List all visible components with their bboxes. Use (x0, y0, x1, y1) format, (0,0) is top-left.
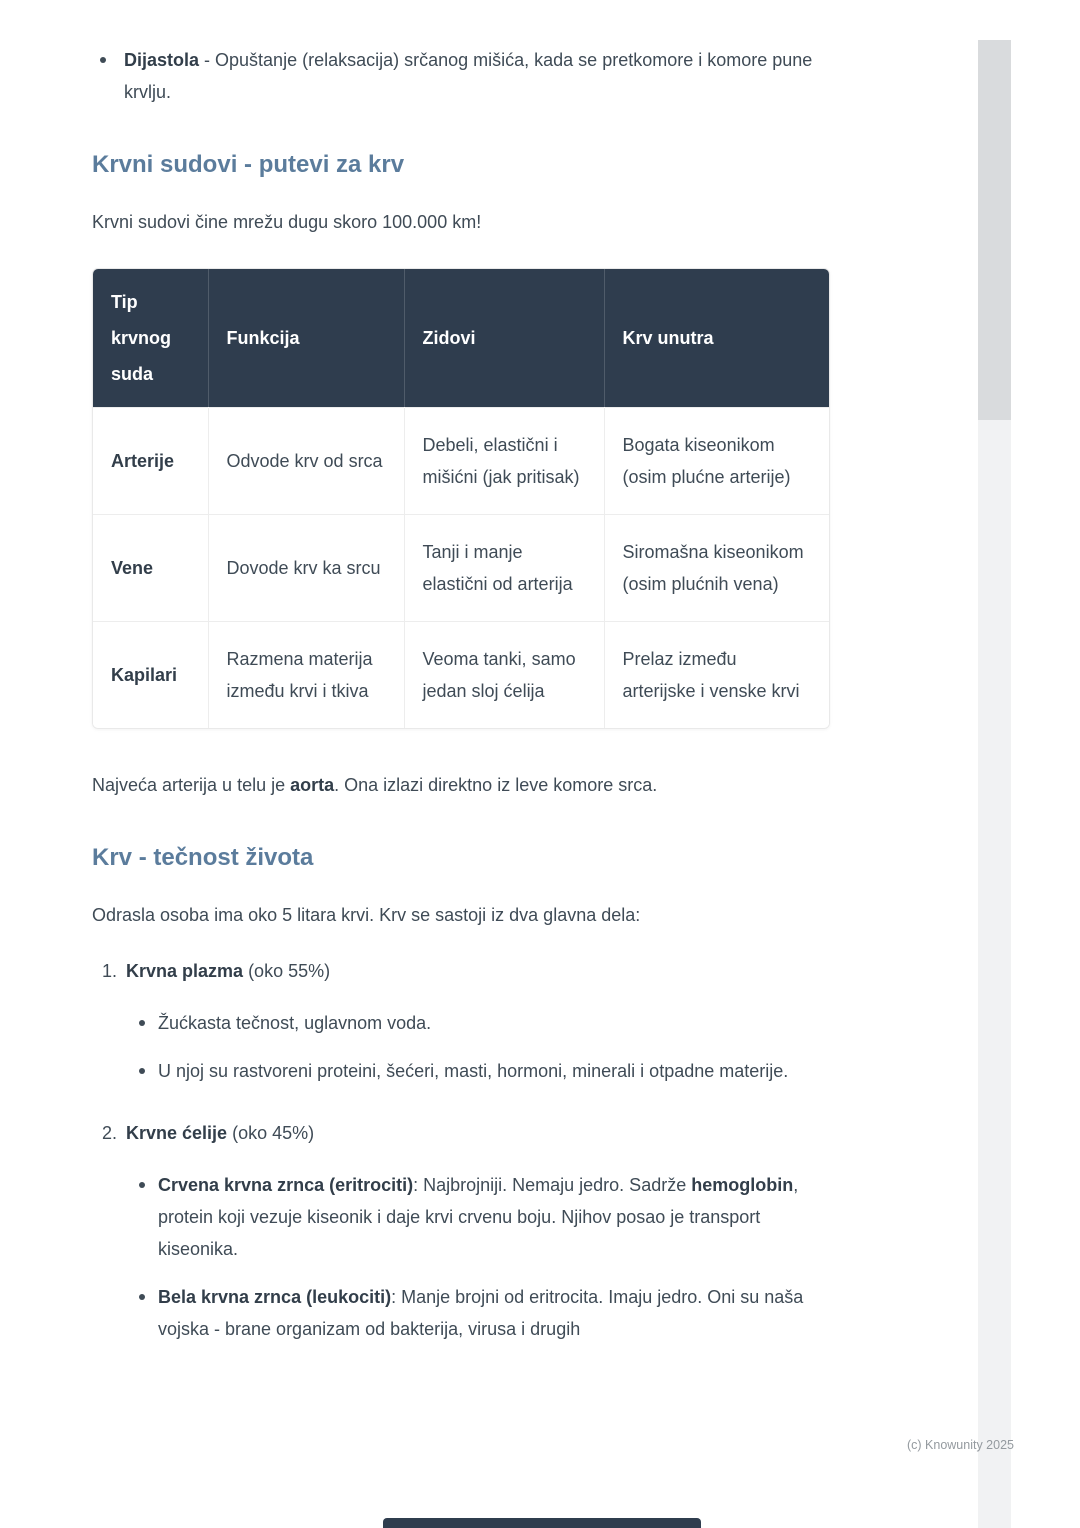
cell-krv: Bogata kiseonikom (osim plućne arterije) (604, 407, 829, 514)
table-row-vene (93, 514, 829, 621)
column-header-krv: Krv unutra (604, 269, 829, 408)
column-header-funkcija: Funkcija (208, 269, 404, 408)
watermark: (c) Knowunity 2025 (906, 1438, 1014, 1452)
vessels-table (93, 269, 829, 728)
cells-bullet-list (92, 1169, 830, 1345)
cells-suffix: (oko 45%) (227, 1122, 315, 1143)
hemoglobin-term: hemoglobin (691, 1174, 794, 1195)
plasma-bullet-1: Žućkasta tečnost, uglavnom voda. (158, 1007, 830, 1039)
aorta-note-pre: Najveća arterija u telu je (92, 774, 291, 795)
table-row-kapilari (93, 621, 829, 728)
leukocytes-term: Bela krvna zrnca (leukociti) (158, 1286, 392, 1307)
diastole-term: Dijastola (124, 50, 200, 70)
column-header-tip: Tip krvnog suda (93, 269, 208, 408)
cell-zidovi: Veoma tanki, samo jedan sloj ćelija (404, 621, 604, 728)
numbered-item-cells (92, 1117, 830, 1149)
section-heading-blood: Krv - tečnost života (92, 843, 314, 871)
erythrocytes-text-2: , protein koji vezuje kiseonik i daje krvi crvenu boju. Njihov posao je transport kiseonika. (158, 1174, 799, 1259)
table-row-arterije (93, 407, 829, 514)
cell-krv: Siromašna kiseonikom (osim plućnih vena) (604, 514, 829, 621)
leukocytes-item (158, 1281, 830, 1345)
plasma-title: Krvna plazma (126, 960, 244, 981)
cutoff-dark-element (383, 1518, 701, 1528)
aorta-term: aorta (290, 774, 335, 795)
section-heading-vessels: Krvni sudovi - putevi za krv (92, 151, 405, 179)
cell-row-label: Arterije (93, 407, 208, 514)
cell-krv: Prelaz između arterijske i venske krvi (604, 621, 829, 728)
column-header-zidovi: Zidovi (404, 269, 604, 408)
item-number: 2. (102, 1122, 118, 1143)
cells-title: Krvne ćelije (126, 1122, 228, 1143)
cell-row-label: Kapilari (93, 621, 208, 728)
cell-funkcija: Dovode krv ka srcu (208, 514, 404, 621)
numbered-item-plasma (92, 955, 830, 987)
blood-intro: Odrasla osoba ima oko 5 litara krvi. Krv se sastoji iz dva glavna dela: (92, 904, 641, 925)
plasma-suffix: (oko 55%) (243, 960, 331, 981)
list-item-diastole (124, 44, 830, 108)
table-header-row (93, 269, 829, 408)
item-number: 1. (102, 960, 118, 981)
plasma-bullet-2: U njoj su rastvoreni proteini, šećeri, masti, hormoni, minerali i otpadne materije. (158, 1055, 830, 1087)
cell-funkcija: Razmena materija između krvi i tkiva (208, 621, 404, 728)
erythrocytes-item (158, 1169, 830, 1265)
erythrocytes-text-1: : Najbrojniji. Nemaju jedro. Sadrže (413, 1174, 692, 1195)
aorta-note (92, 769, 830, 801)
leukocytes-text: : Manje brojni od eritrocita. Imaju jedro. Oni su naša vojska - brane organizam od bakterija, virusa i drugih (158, 1286, 804, 1339)
cell-zidovi: Tanji i manje elastični od arterija (404, 514, 604, 621)
document-content (92, 0, 830, 1345)
cell-funkcija: Odvode krv od srca (208, 407, 404, 514)
cell-zidovi: Debeli, elastični i mišićni (jak pritisak) (404, 407, 604, 514)
cell-row-label: Vene (93, 514, 208, 621)
aorta-note-post: . Ona izlazi direktno iz leve komore srca. (334, 774, 658, 795)
vessels-table-container (92, 268, 830, 729)
plasma-bullet-list (92, 1007, 830, 1087)
diastole-text: - Opuštanje (relaksacija) srčanog mišića, kada se pretkomore i komore pune krvlju. (124, 50, 813, 103)
vessels-intro: Krvni sudovi čine mrežu dugu skoro 100.000 km! (92, 211, 482, 232)
erythrocytes-term: Crvena krvna zrnca (eritrociti) (158, 1174, 414, 1195)
diastole-list (92, 44, 830, 108)
scrollbar-track[interactable] (978, 40, 1011, 1528)
scrollbar-thumb[interactable] (978, 40, 1011, 420)
